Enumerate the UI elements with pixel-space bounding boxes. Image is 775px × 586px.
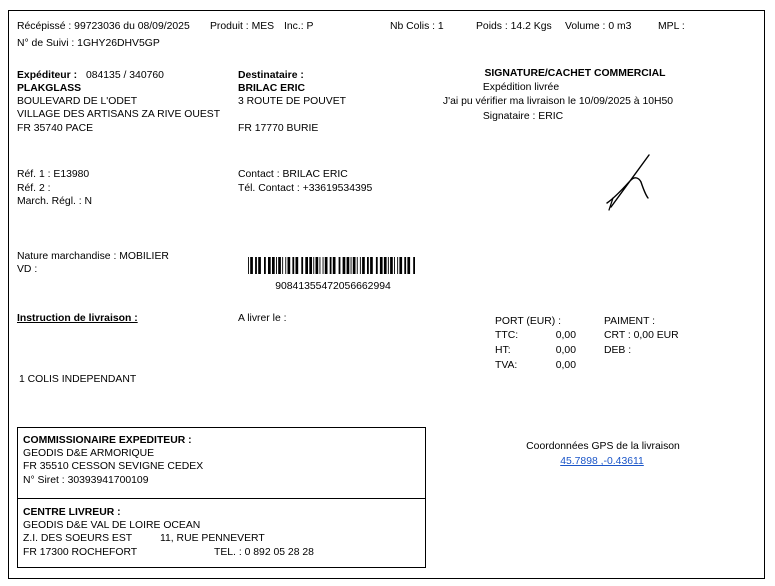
barcode-bar [394,257,395,274]
a-livrer-le: A livrer le : [238,313,287,324]
barcode [248,257,418,274]
barcode-bar [360,257,361,274]
reference-1: Réf. 1 : E13980 [17,169,90,180]
centre-livreur-phone: TEL. : 0 892 05 28 28 [214,547,314,558]
destinataire-address: 3 ROUTE DE POUVET [238,96,346,107]
expediteur-address-2: VILLAGE DES ARTISANS ZA RIVE OUEST [17,109,221,120]
delivery-status: Expédition livrée [482,82,560,93]
barcode-bar [301,257,303,274]
carrier-box-divider [17,498,426,499]
barcode-bar [313,257,314,274]
barcode-bar [388,257,389,274]
barcode-bar [264,257,266,274]
expediteur-block [17,70,164,82]
instruction-label: Instruction de livraison : [17,313,138,324]
barcode-bar [397,257,398,274]
barcode-bar [278,257,281,274]
barcode-bar [288,257,291,274]
barcode-bar [323,257,324,274]
signataire: Signataire : ERIC [482,111,564,122]
barcode-bar [351,257,352,274]
centre-livreur-name: GEODIS D&E VAL DE LOIRE OCEAN [23,520,201,531]
barcode-bar [347,257,350,274]
barcode-bar [380,257,383,274]
incoterm: Inc.: P [284,21,314,32]
barcode-bar [276,257,277,274]
barcode-bar [330,257,332,274]
ttc-value: 0,00 [555,330,576,341]
mpl: MPL : [658,21,685,32]
barcode-bar [292,257,294,274]
gps-label: Coordonnées GPS de la livraison [526,441,680,452]
delivery-verified: J'ai pu vérifier ma livraison le 10/09/2025 à 10H50 [442,96,674,107]
nb-colis: Nb Colis : 1 [390,21,444,32]
barcode-bar [268,257,271,274]
ht-label: HT: [495,345,511,356]
barcode-bar [384,257,387,274]
expediteur-address-1: BOULEVARD DE L'ODET [17,96,138,107]
barcode-bar [413,257,415,274]
poids: Poids : 14.2 Kgs [476,21,552,32]
destinataire-name: BRILAC ERIC [238,83,305,94]
volume: Volume : 0 m3 [565,21,632,32]
commissionnaire-name: GEODIS D&E ARMORIQUE [23,448,155,459]
expediteur-city: FR 35740 PACE [17,123,94,134]
barcode-bar [407,257,410,274]
ttc-label: TTC: [495,330,519,341]
barcode-bar [316,257,319,274]
destinataire-city: FR 17770 BURIE [238,123,319,134]
signature-title: SIGNATURE/CACHET COMMERCIAL [484,68,666,79]
barcode-bar [353,257,356,274]
march-regl: March. Régl. : N [17,196,93,207]
gps-coordinates-link[interactable]: 45.7898 ,-0.43611 [560,456,644,467]
paiment-label: PAIMENT : [604,316,655,327]
colis-instruction: 1 COLIS INDEPENDANT [19,374,137,385]
destinataire-label: Destinataire : [238,70,304,81]
nature-marchandise: Nature marchandise : MOBILIER [17,251,169,262]
centre-livreur-zi: Z.I. DES SOEURS EST [23,533,133,544]
barcode-bar [282,257,283,274]
barcode-bar [362,257,365,274]
barcode-bar [296,257,299,274]
barcode-bar [325,257,328,274]
crt-amount: CRT : 0,00 EUR [604,330,679,341]
produit: Produit : MES [210,21,275,32]
barcode-bar [357,257,358,274]
barcode-bar [248,257,249,274]
expediteur-label: Expéditeur : [17,70,78,81]
barcode-bar [399,257,402,274]
barcode-bar [320,257,321,274]
barcode-bar [305,257,308,274]
barcode-number: 90841355472056662994 [275,281,391,292]
vd: VD : [17,264,38,275]
barcode-bar [376,257,378,274]
commissionnaire-siret: N° Siret : 30393941700109 [23,475,149,486]
barcode-bar [250,257,253,274]
barcode-bar [258,257,261,274]
barcode-bar [404,257,406,274]
tva-label: TVA: [495,360,518,371]
barcode-bar [309,257,312,274]
barcode-bar [333,257,336,274]
ht-value: 0,00 [555,345,576,356]
expediteur-code: 084135 / 340760 [85,70,164,81]
contact-phone: Tél. Contact : +33619534395 [238,183,373,194]
centre-livreur-street: 11, RUE PENNEVERT [160,533,265,544]
barcode-bar [272,257,275,274]
handwritten-signature [605,152,663,214]
barcode-bar [343,257,346,274]
contact-name: Contact : BRILAC ERIC [238,169,348,180]
expediteur-name: PLAKGLASS [17,83,82,94]
barcode-bar [370,257,373,274]
barcode-bar [285,257,286,274]
barcode-bar [390,257,393,274]
commissionnaire-city: FR 35510 CESSON SEVIGNE CEDEX [23,461,204,472]
tracking-number: N° de Suivi : 1GHY26DHV5GP [17,38,160,49]
commissionnaire-title: COMMISSIONAIRE EXPEDITEUR : [23,435,192,446]
barcode-bar [339,257,341,274]
centre-livreur-city: FR 17300 ROCHEFORT [23,547,138,558]
deb-amount: DEB : [604,345,632,356]
barcode-bar [367,257,369,274]
centre-livreur-title: CENTRE LIVREUR : [23,507,121,518]
recepisse: Récépissé : 99723036 du 08/09/2025 [17,21,190,32]
barcode-bar [255,257,257,274]
tva-value: 0,00 [555,360,576,371]
port-label: PORT (EUR) : [495,316,562,327]
reference-2: Réf. 2 : [17,183,51,194]
